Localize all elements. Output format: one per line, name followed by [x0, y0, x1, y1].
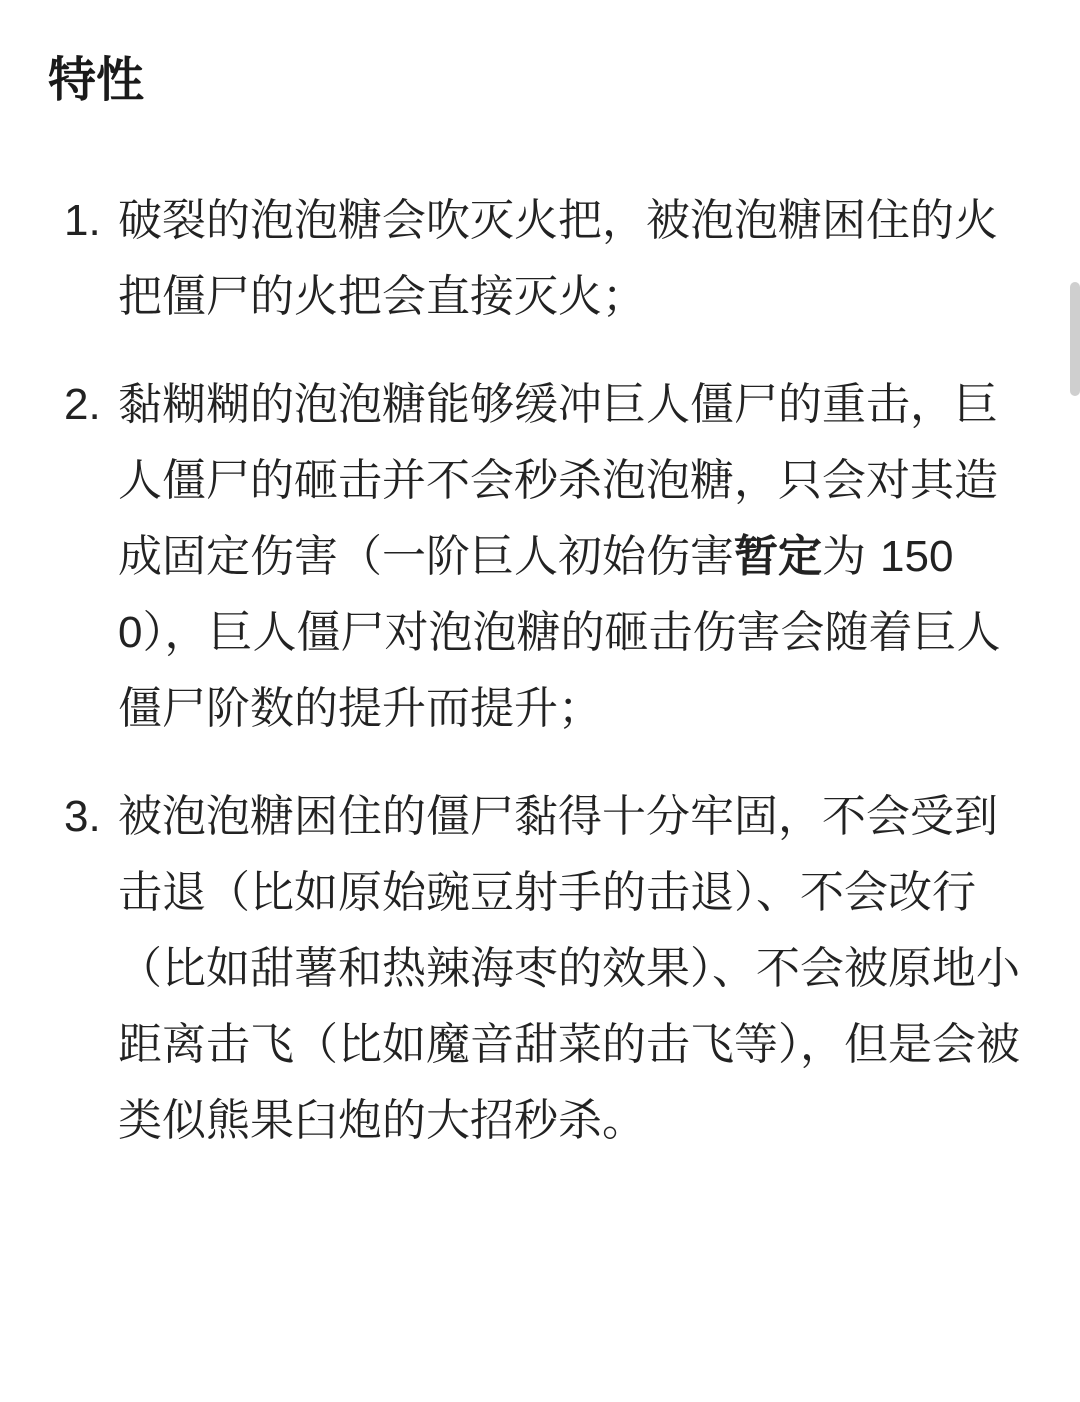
- list-marker: 1.: [64, 196, 101, 245]
- bold-tentative-text: 暂定: [734, 531, 822, 582]
- damage-value: 1500: [118, 532, 954, 657]
- list-item: [0, 779, 1080, 1159]
- list-item-text-after: ），巨人僵尸对泡泡糖的砸击伤害会随着巨人僵尸阶数的提升而提升；: [118, 607, 1001, 734]
- list-item-text: 被泡泡糖困住的僵尸黏得十分牢固，不会受到击退（比如原始豌豆射手的击退）、不会改行（比如甜薯和热辣海枣的效果）、不会被原地小距离击飞（比如魔音甜菜的击飞等），但是会被类似熊果臼炮的大招秒杀。: [118, 791, 1020, 1146]
- list-item-text-mid: 为: [822, 531, 880, 582]
- list-marker: 2.: [64, 380, 101, 429]
- trait-list: [0, 183, 1080, 1159]
- list-item: [0, 367, 1080, 747]
- list-item-text-before: 黏糊糊的泡泡糖能够缓冲巨人僵尸的重击，巨人僵尸的砸击并不会秒杀泡泡糖，只会对其造成固定伤害（一阶巨人初始伤害: [118, 379, 998, 582]
- list-item: [0, 183, 1080, 335]
- list-item-text: 破裂的泡泡糖会吹灭火把，被泡泡糖困住的火把僵尸的火把会直接灭火；: [118, 195, 998, 322]
- scrollbar-thumb[interactable]: [1070, 282, 1080, 396]
- section-heading: 特性: [48, 52, 145, 108]
- list-marker: 3.: [64, 792, 101, 841]
